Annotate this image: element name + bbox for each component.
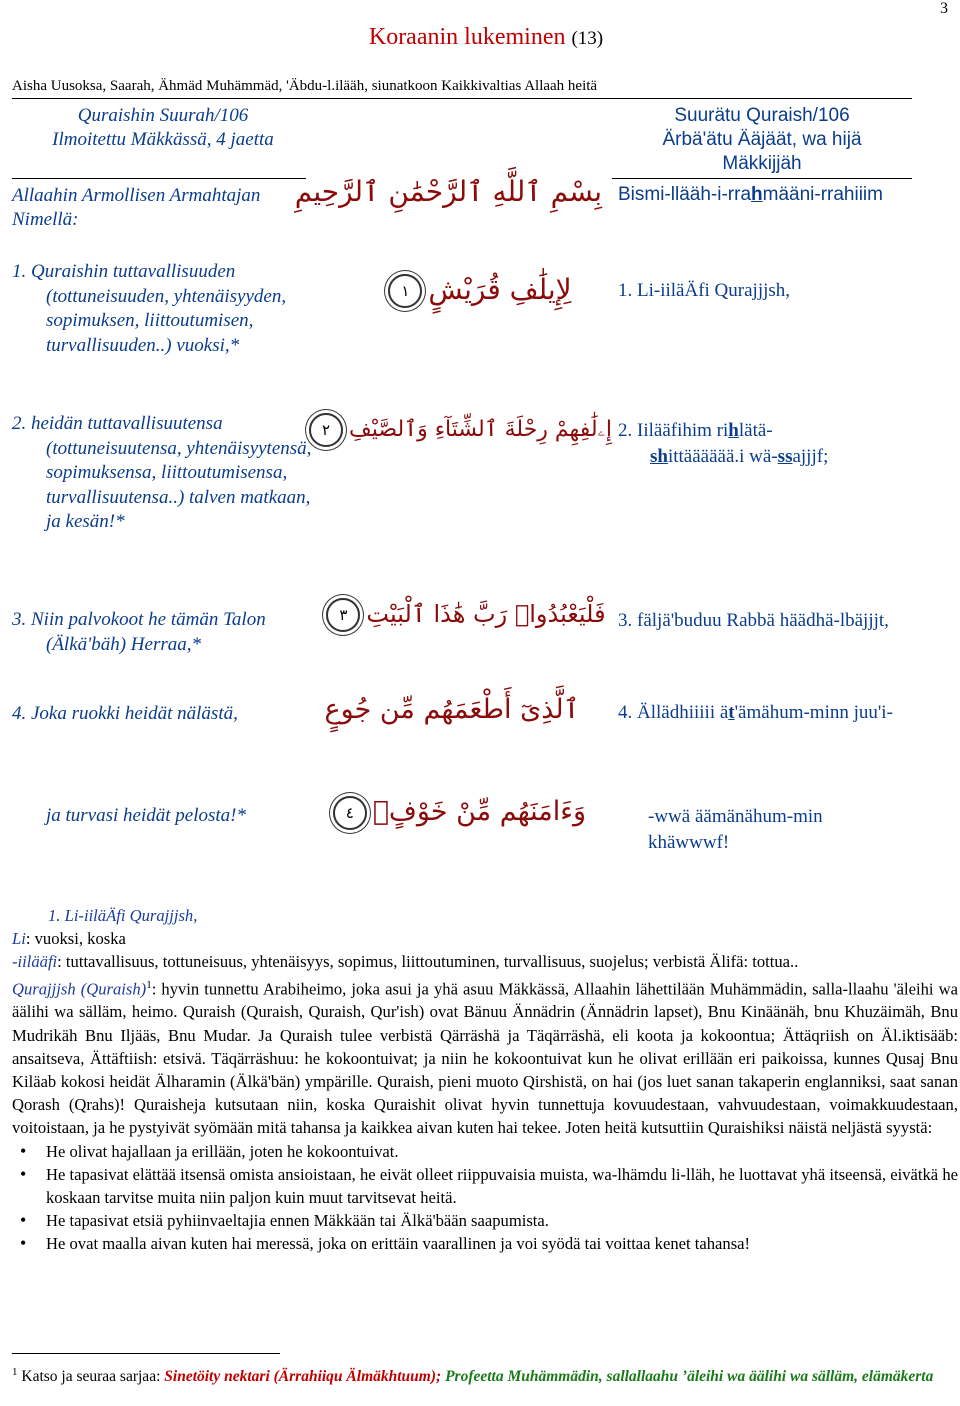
verse-1-finnish (12, 260, 312, 358)
ayah-marker-icon: ٢ (309, 413, 343, 447)
text-iilaafi: : tuttavallisuus, tottuneisuus, yhtenäisyys, sopimus, liittoutuminen, turvallisuus, suojelus; verbistä Älifä: tottua.. (57, 952, 799, 972)
bism-tr-a: Bismi-llääh-i-rra (618, 184, 752, 205)
ayah-marker-icon: ٤ (333, 796, 367, 830)
footnote-rule (12, 1353, 280, 1354)
text-li: : vuoksi, koska (25, 929, 126, 949)
commentary-iilaafi (12, 950, 958, 973)
bismillah-translit (618, 184, 883, 206)
sura-verses-tr: Ärbä'ätu Ääjäät, wa hijä (662, 129, 862, 150)
footnote-biography-title: Profeetta Muhämmädin, sallallaahu ’äleihi wa äälihi wa sälläm, elämäkerta (441, 1368, 934, 1386)
ayah-marker-icon: ٣ (326, 598, 360, 632)
term-iilaafi: -iilääfi (12, 952, 58, 972)
v2-tr-g: ajjjf; (792, 446, 829, 467)
bism-tr-b: h (751, 184, 763, 205)
commentary-head: 1. Li-iiläÄfi Qurajjjsh, (48, 906, 198, 925)
v2-tr-f: ss (777, 446, 793, 467)
sura-place-tr: Mäkkijjäh (722, 153, 802, 174)
reasons-list (12, 1140, 958, 1256)
verse-4-arabic: ٱلَّذِىٓ أَطْعَمَهُم مِّن جُوعٍ (324, 694, 580, 725)
v2-tr-a: 2. Iilääfihim ri (618, 420, 729, 441)
list-item: • He ovat maalla aivan kuten hai meressä, joka on erittäin vaarallinen ja voi syödä tai voittaa kenet tahansa! (12, 1232, 958, 1255)
list-item: • He tapasivat elättää itsensä omista ansioistaan, he eivät olleet riippuvaisia muista, wa-lhämdu li-lläh, he luottavat yhä itseensä, eivätkä he koskaan tarvitse muita niin paljon kuin muut tarvitsevat heitä. (12, 1163, 958, 1209)
v2-tr-b: h (728, 420, 739, 441)
verse-1-arabic (352, 268, 602, 312)
v4-tr-a: 4. Ällädhiiiii ä (618, 702, 729, 723)
title-main: Koraanin lukeminen (368, 24, 566, 50)
term-li: Li (12, 929, 26, 949)
footnote-ref[interactable]: 1 (146, 978, 152, 991)
verse-1-ar-text: لِإِيلَٰفِ قُرَيْشٍ (428, 273, 572, 306)
verse-4b-arabic (336, 790, 586, 834)
verse-3-translit: 3. fäljä'buduu Rabbä häädhä-lbäjjjt, (618, 610, 889, 631)
page-number: 3 (940, 0, 948, 17)
verse-1-translit: 1. Li-iiläÄfi Qurajjjsh, (618, 280, 791, 301)
page-title (0, 24, 960, 51)
verse-3-fi-text: 3. Niin palvokoot he tämän Talon (Älkä'bäh) Herraa,* (12, 609, 266, 655)
verse-2-fi-text: 2. heidän tuttavallisuutensa (tottuneisuutensa, yhtenäisyytensä, sopimuksensa, liittoutumisensa, turvallisuutensa..) talven matkaan, ja kesän!* (12, 413, 312, 532)
commentary (12, 904, 958, 1256)
v2-tr-d: sh (650, 446, 668, 467)
text-quraish: : hyvin tunnettu Arabiheimo, joka asui ja yhä asuu Mäkkässä, Allaahin lähettilään Muhämmädin, salla-llaahu 'äleihi wa äälihi wa sälläm, heimo. Quraish (Quraish, Quraish, Qur'ish) ovat Bänuu Ännädrin (Ännädrin lapset), Bnu Kinäänäh, bnu Khuzäimäh, Bnu Mudrikäh Bnu Iljääs, Bnu Mudar. Ja Quraish tulee verbistä Qärräshä ja Täqärräshä, eli koota ja kokoontua; Ättäqriish on Äl.iktisääb: ansaitseva, Ättäftiish: etsivä. Täqärräshuu: he kokoontuivat; ja niin he kokoontuivat kun he olivat erillään eri paikoissa, kunnes Qusaj Bnu Kiläab kokosi heidät Älharamin (Älkä'bän) ympärille. Quraish, pieni muoto Qirshistä, on hai (jos luet sanan takaperin englanniksi, saat sanan Qorash (Qrahs)! Quraisheja kutsutaan niin, koska Quraishit olivat hyvin tunnettuja kovuudestaan, vahvuudestaan, voimakkuudestaan, voitoistaan, ja he pystyivät syömään mitä tahansa ja kaikkea aivan kuten hai tekee. Joten heitä kutsuttiin Quraishiksi näistä neljästä syystä: (12, 979, 958, 1138)
verse-2-ar-text: إِۦلَٰفِهِمْ رِحْلَةَ ٱلشِّتَآءِ وَٱلصَّيْفِ (349, 417, 612, 442)
footnote (12, 1362, 958, 1387)
commentary-quraish (12, 974, 958, 1140)
header-rule (12, 98, 912, 99)
bismillah-arabic: بِسْمِ ٱللَّهِ ٱلرَّحْمَٰنِ ٱلرَّحِيمِ (294, 175, 602, 208)
left-rule (12, 178, 306, 179)
sura-revealed-fi: Ilmoitettu Mäkkässä, 4 jaetta (52, 129, 274, 150)
v2-tr-c: lätä- (738, 420, 773, 441)
commentary-li (12, 927, 958, 950)
verse-1-fi-text: 1. Quraishin tuttavallisuuden (tottuneisuuden, yhtenäisyyden, sopimuksen, liittoutumisen, turvallisuuden..) vuoksi,* (12, 261, 287, 356)
footnote-mark: 1 (12, 1366, 18, 1378)
verse-2-arabic (314, 408, 612, 452)
verse-3-ar-text: فَلْيَعْبُدُوا۟ رَبَّ هَٰذَا ٱلْبَيْتِ (366, 600, 606, 628)
title-number: (13) (571, 28, 604, 49)
ayah-marker-icon: ١ (388, 274, 422, 308)
v4-tr-b: t (728, 702, 735, 723)
verse-2-finnish (12, 412, 312, 535)
list-item: • He tapasivat etsiä pyhiinvaeltajia ennen Mäkkään tai Älkä'bään saapumista. (12, 1209, 958, 1232)
verse-4b-finnish: ja turvasi heidät pelosta!* (46, 805, 247, 826)
footnote-series-title: Sinetöity nektari (Ärrahiiqu Älmäkhtuum); (164, 1368, 442, 1386)
verse-2-translit (618, 418, 940, 470)
verse-4b-translit: -wwä äämänähum-min khäwwwf! (648, 806, 823, 853)
list-item: • He olivat hajallaan ja erillään, joten he kokoontuivat. (12, 1140, 958, 1163)
verse-4b-ar-text: وَءَامَنَهُم مِّنْ خَوْفٍۭ (372, 796, 586, 827)
sura-name-fi: Quraishin Suurah/106 (77, 105, 249, 126)
v4-tr-c: 'ämähum-minn juu'i- (734, 702, 893, 723)
v2-tr-e: ittääääää.i wä- (667, 446, 778, 467)
bismillah-finnish: Allaahin Armollisen Armahtajan Nimellä: (12, 185, 261, 230)
verse-3-arabic (314, 592, 612, 636)
verse-4-finnish (12, 702, 312, 727)
term-quraish: Qurajjjsh (Quraish) (12, 979, 147, 999)
bism-tr-c: määni-rrahiiim (762, 184, 883, 205)
authors-line: Aisha Uusoksa, Saarah, Ähmäd Muhämmäd, 'Äbdu-l.ilääh, siunatkoon Kaikkivaltias Allaah heitä (12, 78, 598, 94)
sura-header-translit (612, 104, 912, 176)
sura-header-finnish (20, 104, 306, 152)
right-rule (612, 178, 912, 179)
verse-3-finnish (12, 608, 312, 657)
sura-name-tr: Suurätu Quraish/106 (674, 105, 850, 126)
footnote-lead: Katso ja seuraa sarjaa: (17, 1368, 165, 1386)
verse-4-fi-text: 4. Joka ruokki heidät nälästä, (12, 703, 238, 724)
verse-4-translit (618, 700, 940, 726)
